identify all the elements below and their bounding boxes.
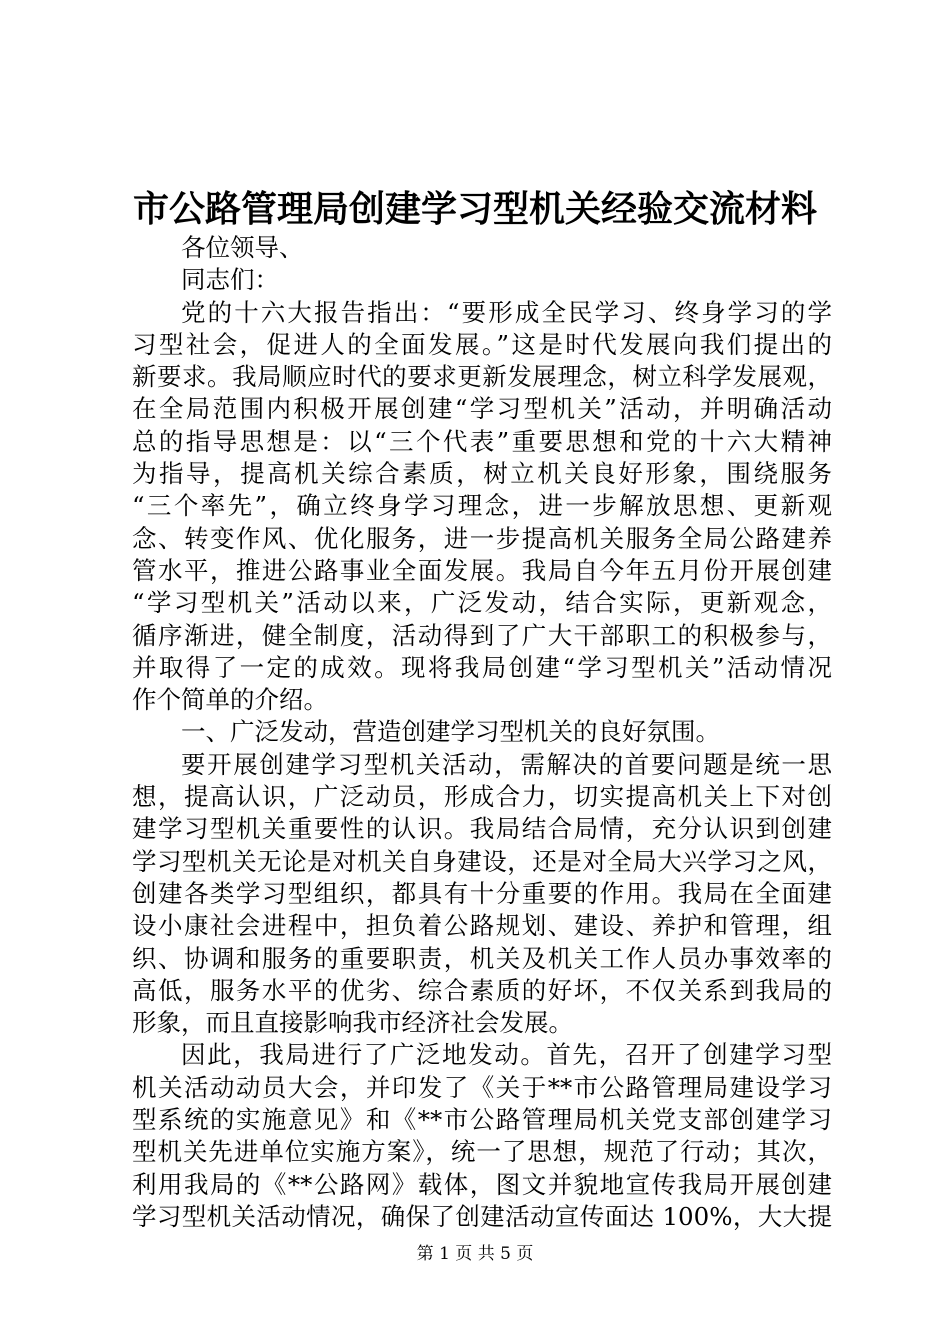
paragraph-line: 高低，服务水平的优劣、综合素质的好坏，不仅关系到我局的 [132, 975, 832, 1005]
paragraph-line: 利用我局的《**公路网》载体，图文并貌地宣传我局开展创建 [132, 1169, 832, 1199]
paragraph-line: 为指导，提高机关综合素质，树立机关良好形象，围绕服务 [132, 459, 832, 489]
salutation-line: 同志们： [181, 265, 279, 295]
paragraph-line: 管水平，推进公路事业全面发展。我局自今年五月份开展创建 [132, 555, 832, 585]
paragraph-line: 学习型机关无论是对机关自身建设，还是对全局大兴学习之风， [132, 846, 832, 876]
paragraph-line: 建学习型机关重要性的认识。我局结合局情，充分认识到创建 [132, 814, 832, 844]
paragraph-line: 想，提高认识，广泛动员，形成合力，切实提高机关上下对创 [132, 782, 832, 812]
paragraph-line: 机关活动动员大会，并印发了《关于**市公路管理局建设学习 [132, 1072, 832, 1102]
paragraph-line: 要开展创建学习型机关活动，需解决的首要问题是统一思 [181, 749, 832, 779]
paragraph-line: 形象，而且直接影响我市经济社会发展。 [132, 1008, 573, 1038]
page-number-footer: 第 1 页 共 5 页 [416, 1244, 534, 1264]
paragraph-line: 织、协调和服务的重要职责，机关及机关工作人员办事效率的 [132, 943, 832, 973]
paragraph-line: 创建各类学习型组织，都具有十分重要的作用。我局在全面建 [132, 878, 832, 908]
paragraph-line: 新要求。我局顺应时代的要求更新发展理念，树立科学发展观， [132, 362, 832, 392]
paragraph-line: 因此，我局进行了广泛地发动。首先，召开了创建学习型 [181, 1040, 832, 1070]
paragraph-line: 在全局范围内积极开展创建“学习型机关”活动，并明确活动 [132, 394, 832, 424]
paragraph-line: 并取得了一定的成效。现将我局创建“学习型机关”活动情况 [132, 652, 832, 682]
paragraph-line: 总的指导思想是：以“三个代表”重要思想和党的十六大精神 [132, 426, 832, 456]
paragraph-line: 作个简单的介绍。 [132, 685, 328, 715]
paragraph-line: 学习型机关活动情况，确保了创建活动宣传面达 100%，大大提 [132, 1201, 832, 1231]
paragraph-line: 型系统的实施意见》和《**市公路管理局机关党支部创建学习 [132, 1105, 832, 1135]
paragraph-line: 习型社会，促进人的全面发展。”这是时代发展向我们提出的 [132, 329, 832, 359]
salutation-line: 各位领导、 [181, 233, 304, 262]
paragraph-line: “三个率先”，确立终身学习理念，进一步解放思想、更新观 [132, 491, 832, 521]
paragraph-line: 型机关先进单位实施方案》，统一了思想，规范了行动；其次， [132, 1137, 832, 1167]
paragraph-line: 设小康社会进程中，担负着公路规划、建设、养护和管理，组 [132, 911, 832, 941]
document-title: 市公路管理局创建学习型机关经验交流材料 [132, 188, 817, 230]
paragraph-line: 念、转变作风、优化服务，进一步提高机关服务全局公路建养 [132, 523, 832, 553]
document-body [132, 232, 832, 1233]
paragraph-line: 循序渐进，健全制度，活动得到了广大干部职工的积极参与， [132, 620, 832, 650]
paragraph-line: 党的十六大报告指出：“要形成全民学习、终身学习的学 [181, 297, 832, 327]
paragraph-line: “学习型机关”活动以来，广泛发动，结合实际，更新观念， [132, 588, 832, 618]
section-heading: 一、广泛发动，营造创建学习型机关的良好氛围。 [181, 717, 720, 747]
